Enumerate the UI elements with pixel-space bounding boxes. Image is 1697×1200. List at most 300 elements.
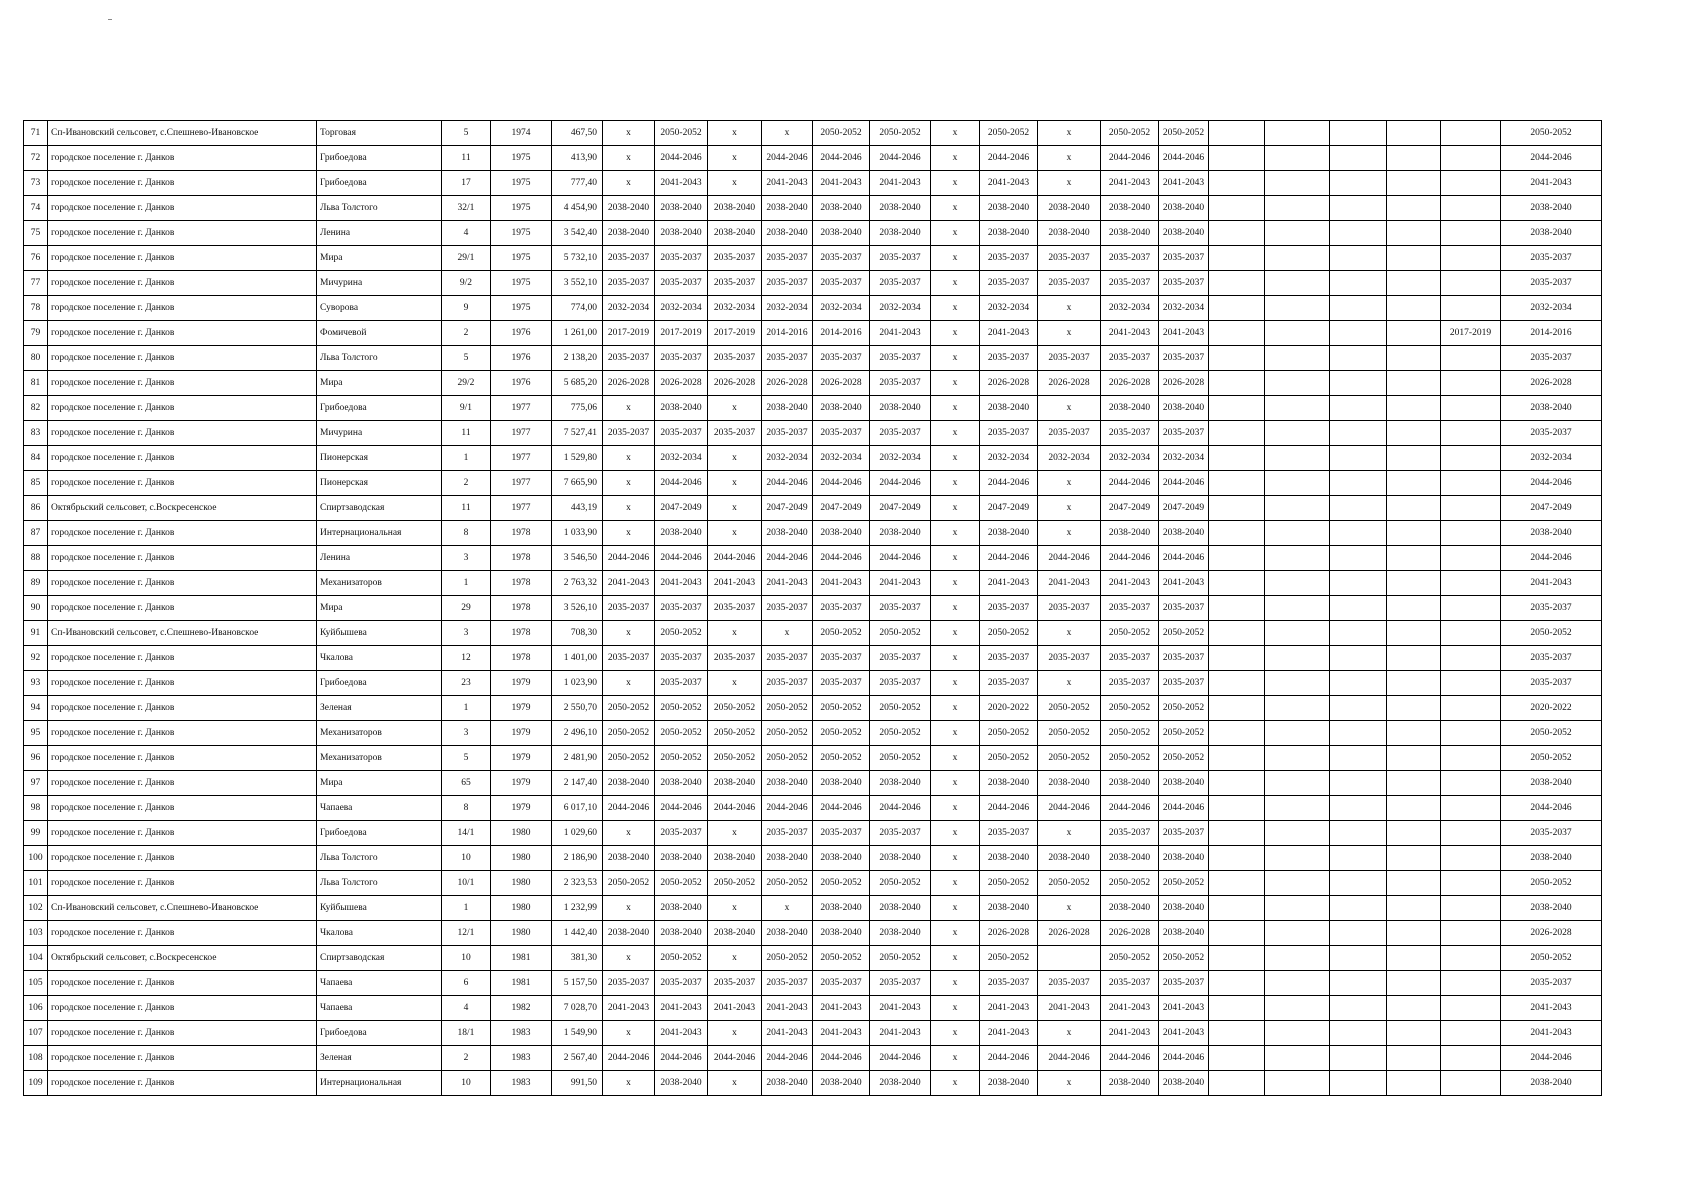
cell-year-built: 1977	[491, 446, 552, 471]
cell-period-11: 2044-2046	[1159, 1046, 1209, 1071]
cell-period-8: 2035-2037	[980, 646, 1038, 671]
cell-settlement: городское поселение г. Данков	[48, 321, 317, 346]
cell-period-1: x	[603, 121, 655, 146]
cell-period-15	[1387, 796, 1441, 821]
cell-period-4: 2044-2046	[762, 146, 813, 171]
cell-period-13	[1265, 996, 1330, 1021]
cell-house-number: 29/2	[442, 371, 491, 396]
cell-house-number: 2	[442, 321, 491, 346]
cell-settlement: городское поселение г. Данков	[48, 246, 317, 271]
cell-period-11: 2035-2037	[1159, 596, 1209, 621]
cell-period-5: 2014-2016	[813, 321, 870, 346]
cell-period-12	[1209, 596, 1265, 621]
cell-period-11: 2041-2043	[1159, 571, 1209, 596]
cell-house-number: 17	[442, 171, 491, 196]
cell-period-3: 2038-2040	[708, 221, 762, 246]
cell-area: 3 552,10	[552, 271, 603, 296]
cell-period-2: 2038-2040	[655, 1071, 708, 1096]
cell-period-2: 2035-2037	[655, 246, 708, 271]
cell-period-6: 2041-2043	[870, 1021, 931, 1046]
cell-street: Мира	[317, 771, 442, 796]
cell-row-number: 90	[24, 596, 48, 621]
cell-period-8: 2038-2040	[980, 1071, 1038, 1096]
cell-period-1: 2035-2037	[603, 346, 655, 371]
cell-period-8: 2035-2037	[980, 971, 1038, 996]
cell-period-6: 2050-2052	[870, 121, 931, 146]
cell-period-6: 2035-2037	[870, 646, 931, 671]
cell-settlement: городское поселение г. Данков	[48, 746, 317, 771]
cell-period-2: 2041-2043	[655, 996, 708, 1021]
cell-period-8: 2026-2028	[980, 371, 1038, 396]
cell-period-7: x	[931, 696, 980, 721]
cell-period-14	[1330, 846, 1387, 871]
cell-period-14	[1330, 646, 1387, 671]
table-row	[24, 1021, 1602, 1046]
cell-period-5: 2038-2040	[813, 846, 870, 871]
cell-period-12	[1209, 571, 1265, 596]
cell-period-2: 2041-2043	[655, 171, 708, 196]
cell-period-10: 2041-2043	[1101, 996, 1159, 1021]
cell-period-4: 2044-2046	[762, 1046, 813, 1071]
cell-period-6: 2035-2037	[870, 371, 931, 396]
cell-period-7: x	[931, 321, 980, 346]
cell-period-14	[1330, 596, 1387, 621]
cell-period-15	[1387, 471, 1441, 496]
cell-row-number: 98	[24, 796, 48, 821]
cell-period-5: 2035-2037	[813, 971, 870, 996]
cell-period-14	[1330, 171, 1387, 196]
cell-period-11: 2050-2052	[1159, 871, 1209, 896]
cell-period-11: 2050-2052	[1159, 621, 1209, 646]
cell-street: Грибоедова	[317, 821, 442, 846]
cell-street: Чкалова	[317, 646, 442, 671]
cell-period-10: 2041-2043	[1101, 1021, 1159, 1046]
cell-street: Пионерская	[317, 446, 442, 471]
cell-period-8: 2050-2052	[980, 946, 1038, 971]
cell-period-11: 2035-2037	[1159, 346, 1209, 371]
cell-period-7: x	[931, 896, 980, 921]
cell-period-2: 2050-2052	[655, 121, 708, 146]
cell-period-4: 2035-2037	[762, 971, 813, 996]
cell-final-period: 2035-2037	[1501, 421, 1602, 446]
table-row	[24, 221, 1602, 246]
cell-row-number: 80	[24, 346, 48, 371]
cell-period-4: 2044-2046	[762, 546, 813, 571]
cell-period-13	[1265, 1046, 1330, 1071]
cell-row-number: 100	[24, 846, 48, 871]
cell-period-13	[1265, 1071, 1330, 1096]
cell-period-16	[1441, 1021, 1501, 1046]
cell-period-10: 2035-2037	[1101, 246, 1159, 271]
cell-row-number: 91	[24, 621, 48, 646]
cell-period-9: 2035-2037	[1038, 346, 1101, 371]
cell-period-7: x	[931, 621, 980, 646]
cell-settlement: городское поселение г. Данков	[48, 171, 317, 196]
cell-period-2: 2041-2043	[655, 1021, 708, 1046]
cell-period-16	[1441, 721, 1501, 746]
cell-period-14	[1330, 121, 1387, 146]
cell-period-1: 2038-2040	[603, 846, 655, 871]
cell-period-16	[1441, 996, 1501, 1021]
cell-period-6: 2044-2046	[870, 471, 931, 496]
cell-row-number: 93	[24, 671, 48, 696]
cell-period-2: 2038-2040	[655, 896, 708, 921]
cell-period-10: 2038-2040	[1101, 1071, 1159, 1096]
cell-final-period: 2044-2046	[1501, 546, 1602, 571]
cell-period-7: x	[931, 821, 980, 846]
cell-period-16	[1441, 296, 1501, 321]
cell-street: Зеленая	[317, 696, 442, 721]
cell-period-6: 2044-2046	[870, 1046, 931, 1071]
cell-period-13	[1265, 321, 1330, 346]
cell-period-5: 2032-2034	[813, 296, 870, 321]
cell-period-10: 2032-2034	[1101, 446, 1159, 471]
cell-street: Чапаева	[317, 996, 442, 1021]
cell-settlement: городское поселение г. Данков	[48, 1071, 317, 1096]
cell-settlement: городское поселение г. Данков	[48, 196, 317, 221]
cell-period-14	[1330, 296, 1387, 321]
cell-period-14	[1330, 896, 1387, 921]
cell-period-5: 2035-2037	[813, 421, 870, 446]
cell-period-2: 2035-2037	[655, 971, 708, 996]
cell-period-1: 2038-2040	[603, 771, 655, 796]
cell-period-11: 2044-2046	[1159, 471, 1209, 496]
cell-period-3: 2050-2052	[708, 746, 762, 771]
cell-settlement: городское поселение г. Данков	[48, 146, 317, 171]
cell-period-3: 2044-2046	[708, 546, 762, 571]
cell-period-8: 2032-2034	[980, 446, 1038, 471]
cell-period-2: 2050-2052	[655, 746, 708, 771]
cell-period-8: 2044-2046	[980, 546, 1038, 571]
cell-period-6: 2038-2040	[870, 396, 931, 421]
cell-period-10: 2041-2043	[1101, 321, 1159, 346]
cell-settlement: городское поселение г. Данков	[48, 371, 317, 396]
cell-final-period: 2038-2040	[1501, 1071, 1602, 1096]
cell-period-10: 2044-2046	[1101, 1046, 1159, 1071]
capital-repair-schedule-table	[23, 120, 1602, 1096]
cell-period-15	[1387, 496, 1441, 521]
cell-period-16	[1441, 396, 1501, 421]
cell-period-15	[1387, 521, 1441, 546]
cell-period-10: 2050-2052	[1101, 746, 1159, 771]
cell-period-12	[1209, 746, 1265, 771]
cell-period-16	[1441, 146, 1501, 171]
table-row	[24, 271, 1602, 296]
cell-final-period: 2041-2043	[1501, 1021, 1602, 1046]
cell-period-2: 2032-2034	[655, 296, 708, 321]
cell-settlement: городское поселение г. Данков	[48, 671, 317, 696]
cell-row-number: 108	[24, 1046, 48, 1071]
cell-period-13	[1265, 121, 1330, 146]
cell-period-10: 2035-2037	[1101, 421, 1159, 446]
cell-period-12	[1209, 771, 1265, 796]
cell-house-number: 18/1	[442, 1021, 491, 1046]
cell-year-built: 1979	[491, 746, 552, 771]
cell-period-12	[1209, 871, 1265, 896]
cell-year-built: 1979	[491, 721, 552, 746]
cell-settlement: городское поселение г. Данков	[48, 521, 317, 546]
cell-period-1: x	[603, 946, 655, 971]
cell-period-2: 2038-2040	[655, 771, 708, 796]
cell-period-13	[1265, 246, 1330, 271]
cell-period-4: 2038-2040	[762, 1071, 813, 1096]
cell-period-2: 2041-2043	[655, 571, 708, 596]
cell-period-10: 2038-2040	[1101, 196, 1159, 221]
cell-period-12	[1209, 221, 1265, 246]
cell-area: 777,40	[552, 171, 603, 196]
cell-period-4: 2044-2046	[762, 471, 813, 496]
cell-settlement: Сп-Ивановский сельсовет, с.Спешнево-Ивановское	[48, 896, 317, 921]
cell-period-16	[1441, 546, 1501, 571]
cell-house-number: 11	[442, 146, 491, 171]
cell-final-period: 2050-2052	[1501, 721, 1602, 746]
cell-period-2: 2050-2052	[655, 946, 708, 971]
cell-period-8: 2044-2046	[980, 1046, 1038, 1071]
cell-house-number: 12/1	[442, 921, 491, 946]
cell-row-number: 96	[24, 746, 48, 771]
cell-period-14	[1330, 871, 1387, 896]
cell-year-built: 1979	[491, 696, 552, 721]
cell-final-period: 2035-2037	[1501, 821, 1602, 846]
cell-period-5: 2050-2052	[813, 746, 870, 771]
cell-period-10: 2038-2040	[1101, 771, 1159, 796]
cell-house-number: 32/1	[442, 196, 491, 221]
cell-street: Спиртзаводская	[317, 946, 442, 971]
cell-area: 1 029,60	[552, 821, 603, 846]
cell-period-3: 2050-2052	[708, 721, 762, 746]
cell-period-16: 2017-2019	[1441, 321, 1501, 346]
cell-period-4: 2035-2037	[762, 646, 813, 671]
cell-period-1: 2041-2043	[603, 996, 655, 1021]
cell-period-9: 2035-2037	[1038, 246, 1101, 271]
cell-period-1: 2044-2046	[603, 1046, 655, 1071]
cell-year-built: 1979	[491, 671, 552, 696]
cell-period-13	[1265, 796, 1330, 821]
cell-year-built: 1977	[491, 421, 552, 446]
cell-period-13	[1265, 646, 1330, 671]
cell-street: Грибоедова	[317, 396, 442, 421]
cell-period-1: x	[603, 1071, 655, 1096]
cell-period-8: 2041-2043	[980, 571, 1038, 596]
cell-period-12	[1209, 271, 1265, 296]
cell-area: 5 157,50	[552, 971, 603, 996]
cell-period-6: 2038-2040	[870, 771, 931, 796]
cell-period-2: 2044-2046	[655, 546, 708, 571]
cell-period-9: x	[1038, 171, 1101, 196]
cell-period-9: 2035-2037	[1038, 421, 1101, 446]
cell-street: Грибоедова	[317, 1021, 442, 1046]
cell-area: 1 529,80	[552, 446, 603, 471]
cell-year-built: 1975	[491, 171, 552, 196]
cell-period-10: 2050-2052	[1101, 121, 1159, 146]
cell-period-9: 2038-2040	[1038, 771, 1101, 796]
cell-period-8: 2041-2043	[980, 321, 1038, 346]
cell-area: 1 232,99	[552, 896, 603, 921]
cell-street: Чапаева	[317, 971, 442, 996]
cell-street: Интернациональная	[317, 521, 442, 546]
cell-period-3: x	[708, 496, 762, 521]
cell-period-2: 2038-2040	[655, 846, 708, 871]
cell-period-14	[1330, 446, 1387, 471]
cell-street: Механизаторов	[317, 721, 442, 746]
cell-period-14	[1330, 671, 1387, 696]
cell-period-11: 2038-2040	[1159, 846, 1209, 871]
cell-period-2: 2044-2046	[655, 796, 708, 821]
cell-period-16	[1441, 896, 1501, 921]
cell-period-10: 2038-2040	[1101, 521, 1159, 546]
cell-period-16	[1441, 746, 1501, 771]
cell-period-14	[1330, 346, 1387, 371]
cell-house-number: 4	[442, 996, 491, 1021]
cell-period-5: 2035-2037	[813, 596, 870, 621]
cell-period-15	[1387, 1071, 1441, 1096]
cell-period-12	[1209, 921, 1265, 946]
cell-period-3: 2050-2052	[708, 696, 762, 721]
cell-period-3: x	[708, 821, 762, 846]
cell-period-5: 2047-2049	[813, 496, 870, 521]
cell-area: 413,90	[552, 146, 603, 171]
cell-period-16	[1441, 446, 1501, 471]
cell-row-number: 107	[24, 1021, 48, 1046]
cell-house-number: 3	[442, 721, 491, 746]
cell-period-13	[1265, 546, 1330, 571]
cell-period-10: 2035-2037	[1101, 821, 1159, 846]
cell-year-built: 1978	[491, 596, 552, 621]
cell-period-4: 2035-2037	[762, 346, 813, 371]
cell-final-period: 2041-2043	[1501, 996, 1602, 1021]
cell-period-2: 2035-2037	[655, 421, 708, 446]
table-row	[24, 846, 1602, 871]
cell-period-13	[1265, 746, 1330, 771]
cell-period-15	[1387, 321, 1441, 346]
cell-period-4: 2026-2028	[762, 371, 813, 396]
cell-period-3: 2041-2043	[708, 571, 762, 596]
cell-year-built: 1978	[491, 521, 552, 546]
cell-period-13	[1265, 496, 1330, 521]
cell-period-10: 2044-2046	[1101, 546, 1159, 571]
cell-period-16	[1441, 496, 1501, 521]
cell-period-9: x	[1038, 671, 1101, 696]
cell-period-9: x	[1038, 146, 1101, 171]
cell-settlement: городское поселение г. Данков	[48, 846, 317, 871]
cell-area: 6 017,10	[552, 796, 603, 821]
cell-period-12	[1209, 1071, 1265, 1096]
cell-street: Ленина	[317, 221, 442, 246]
cell-row-number: 74	[24, 196, 48, 221]
cell-period-12	[1209, 471, 1265, 496]
cell-year-built: 1975	[491, 221, 552, 246]
cell-period-9: 2050-2052	[1038, 871, 1101, 896]
cell-period-13	[1265, 871, 1330, 896]
cell-period-12	[1209, 396, 1265, 421]
table-row	[24, 246, 1602, 271]
cell-period-9: 2035-2037	[1038, 971, 1101, 996]
cell-period-3: 2044-2046	[708, 796, 762, 821]
cell-period-5: 2038-2040	[813, 396, 870, 421]
cell-period-4: 2044-2046	[762, 796, 813, 821]
cell-final-period: 2035-2037	[1501, 971, 1602, 996]
cell-period-3: 2050-2052	[708, 871, 762, 896]
cell-period-12	[1209, 1021, 1265, 1046]
cell-period-3: x	[708, 946, 762, 971]
cell-period-3: x	[708, 671, 762, 696]
cell-period-10: 2044-2046	[1101, 471, 1159, 496]
cell-period-16	[1441, 521, 1501, 546]
cell-period-7: x	[931, 196, 980, 221]
cell-period-6: 2035-2037	[870, 271, 931, 296]
cell-period-11: 2044-2046	[1159, 546, 1209, 571]
cell-period-4: 2038-2040	[762, 846, 813, 871]
cell-period-15	[1387, 896, 1441, 921]
cell-year-built: 1975	[491, 196, 552, 221]
cell-row-number: 72	[24, 146, 48, 171]
cell-period-10: 2026-2028	[1101, 921, 1159, 946]
cell-area: 1 549,90	[552, 1021, 603, 1046]
cell-period-14	[1330, 921, 1387, 946]
cell-house-number: 9/2	[442, 271, 491, 296]
cell-period-1: x	[603, 521, 655, 546]
table-row	[24, 821, 1602, 846]
cell-period-16	[1441, 796, 1501, 821]
cell-period-12	[1209, 296, 1265, 321]
cell-period-3: x	[708, 1071, 762, 1096]
table-row	[24, 296, 1602, 321]
cell-period-4: 2050-2052	[762, 696, 813, 721]
cell-period-9: 2050-2052	[1038, 746, 1101, 771]
cell-period-8: 2035-2037	[980, 246, 1038, 271]
cell-period-10: 2035-2037	[1101, 971, 1159, 996]
cell-house-number: 3	[442, 546, 491, 571]
cell-period-13	[1265, 171, 1330, 196]
table-row	[24, 721, 1602, 746]
cell-period-2: 2038-2040	[655, 396, 708, 421]
cell-period-5: 2035-2037	[813, 246, 870, 271]
cell-period-12	[1209, 346, 1265, 371]
cell-area: 2 567,40	[552, 1046, 603, 1071]
cell-row-number: 73	[24, 171, 48, 196]
cell-period-1: x	[603, 671, 655, 696]
cell-period-2: 2038-2040	[655, 221, 708, 246]
cell-final-period: 2047-2049	[1501, 496, 1602, 521]
cell-period-15	[1387, 246, 1441, 271]
cell-period-10: 2035-2037	[1101, 346, 1159, 371]
cell-period-15	[1387, 846, 1441, 871]
cell-period-15	[1387, 171, 1441, 196]
cell-period-13	[1265, 696, 1330, 721]
cell-street: Мира	[317, 596, 442, 621]
cell-settlement: Октябрьский сельсовет, с.Воскресенское	[48, 946, 317, 971]
cell-row-number: 104	[24, 946, 48, 971]
table-row	[24, 196, 1602, 221]
cell-year-built: 1979	[491, 771, 552, 796]
cell-street: Торговая	[317, 121, 442, 146]
cell-period-11: 2050-2052	[1159, 121, 1209, 146]
cell-year-built: 1976	[491, 371, 552, 396]
cell-area: 3 542,40	[552, 221, 603, 246]
cell-house-number: 8	[442, 521, 491, 546]
cell-final-period: 2044-2046	[1501, 146, 1602, 171]
cell-year-built: 1977	[491, 471, 552, 496]
cell-row-number: 103	[24, 921, 48, 946]
cell-period-3: 2035-2037	[708, 346, 762, 371]
cell-area: 381,30	[552, 946, 603, 971]
cell-settlement: городское поселение г. Данков	[48, 396, 317, 421]
cell-period-10: 2038-2040	[1101, 396, 1159, 421]
cell-period-14	[1330, 721, 1387, 746]
cell-period-6: 2050-2052	[870, 946, 931, 971]
cell-final-period: 2020-2022	[1501, 696, 1602, 721]
cell-final-period: 2050-2052	[1501, 946, 1602, 971]
